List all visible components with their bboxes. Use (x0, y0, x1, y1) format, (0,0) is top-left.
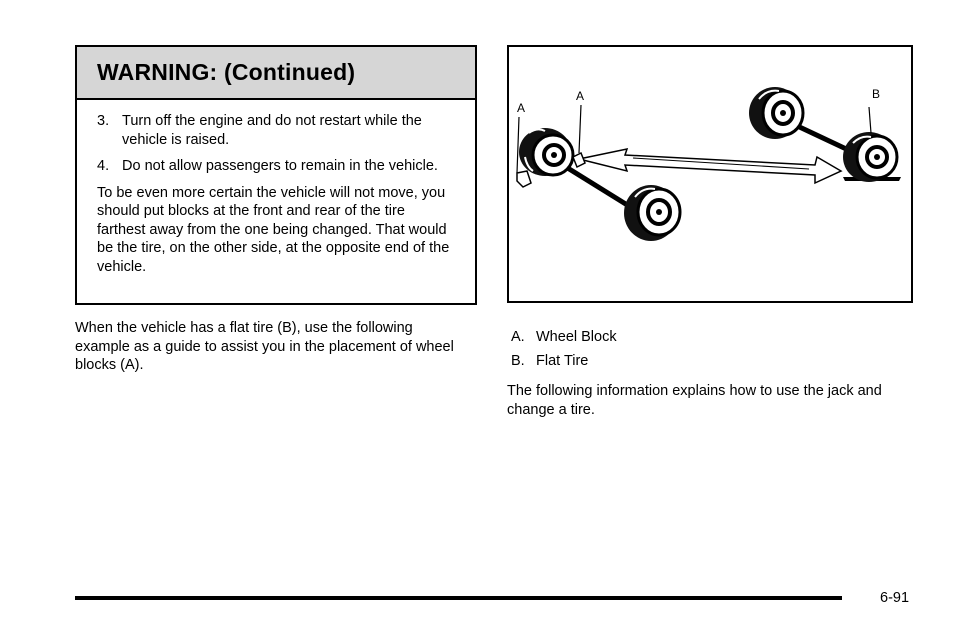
warning-title: WARNING: (Continued) (97, 59, 356, 85)
warning-box (75, 45, 477, 305)
tire-front-left (519, 128, 573, 176)
item-text: Turn off the engine and do not restart while the vehicle is raised. (122, 113, 422, 148)
footer-rule (75, 596, 842, 600)
figure-legend (511, 328, 617, 376)
legend-key: B. (511, 353, 525, 369)
page-number: 6-91 (880, 590, 910, 606)
flat-tire (843, 107, 901, 182)
label-a: A (517, 101, 526, 115)
legend-item (511, 328, 617, 347)
wheel-block-illustration (507, 45, 913, 303)
item-text: Do not allow passengers to remain in the vehicle. (122, 158, 438, 174)
double-arrow (579, 149, 841, 183)
warning-paragraph: To be even more certain the vehicle will not move, you should put blocks at the front and rear of the tire farthest away from the one being changed. That would be the tire, on the other side, at the opposite end of the vehicle. (97, 184, 450, 275)
warning-item (97, 112, 457, 149)
label-a: A (576, 89, 585, 103)
warning-header (77, 47, 475, 100)
instruction-paragraph: When the vehicle has a flat tire (B), use the following example as a guide to assist you in the placement of wheel blocks (A). (75, 320, 454, 373)
tire-rear-left (624, 185, 680, 241)
warning-body (77, 100, 475, 276)
vehicle-wheels-diagram (509, 47, 911, 301)
wheel-block-icon (573, 105, 585, 167)
warning-item (97, 157, 457, 176)
legend-text: Flat Tire (536, 353, 589, 369)
item-number: 3. (97, 113, 110, 129)
item-number: 4. (97, 158, 110, 174)
jack-info-paragraph: The following information explains how to use the jack and change a tire. (507, 383, 882, 418)
legend-item (511, 352, 617, 371)
label-b: B (872, 87, 881, 101)
legend-text: Wheel Block (536, 329, 617, 345)
tire-front-right (749, 87, 803, 139)
legend-key: A. (511, 329, 525, 345)
